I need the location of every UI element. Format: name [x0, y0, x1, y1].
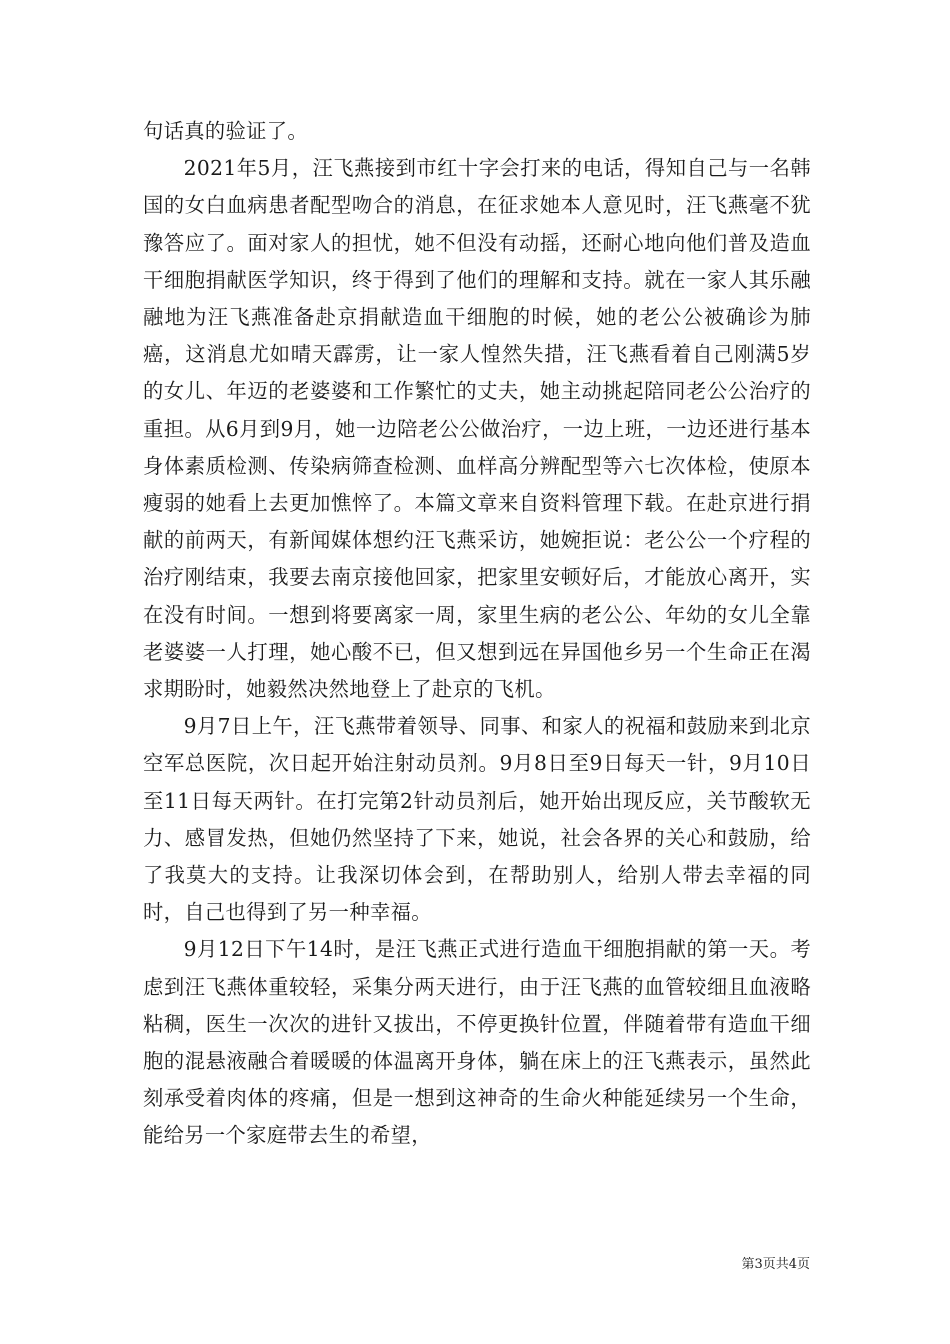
paragraph-continuation: 句话真的验证了。	[143, 119, 309, 143]
document-body	[143, 113, 811, 1155]
paragraph-sept-7: 9月7日上午，汪飞燕带着领导、同事、和家人的祝福和鼓励来到北京空军总医院，次日起开始注射动员剂。9月8日至9日每天一针，9月10日至11日每天两针。在打完第2针动员剂后，她开始出现反应，关节酸软无力、感冒发热，但她仍然坚持了下来，她说，社会各界的关心和鼓励，给了我莫大的支持。让我深切体会到，在帮助别人，给别人带去幸福的同时，自己也得到了另一种幸福。	[143, 714, 811, 925]
paragraph-may-2021: 2021年5月，汪飞燕接到市红十字会打来的电话，得知自己与一名韩国的女白血病患者配型吻合的消息，在征求她本人意见时，汪飞燕毫不犹豫答应了。面对家人的担忧，她不但没有动摇，还耐心地向他们普及造血干细胞捐献医学知识，终于得到了他们的理解和支持。就在一家人其乐融融地为汪飞燕准备赴京捐献造血干细胞的时候，她的老公公被确诊为肺癌，这消息尤如晴天霹雳，让一家人惶然失措，汪飞燕看着自己刚满5岁的女儿、年迈的老婆婆和工作繁忙的丈夫，她主动挑起陪同老公公治疗的重担。从6月到9月，她一边陪老公公做治疗，一边上班，一边还进行基本身体素质检测、传染病筛查检测、血样高分辨配型等六七次体检，使原本瘦弱的她看上去更加憔悴了。本篇文章来自资料管理下载。在赴京进行捐献的前两天，有新闻媒体想约汪飞燕采访，她婉拒说：老公公一个疗程的治疗刚结束，我要去南京接他回家，把家里安顿好后，才能放心离开，实在没有时间。一想到将要离家一周，家里生病的老公公、年幼的女儿全靠老婆婆一人打理，她心酸不已，但又想到远在异国他乡另一个生命正在渴求期盼时，她毅然决然地登上了赴京的飞机。	[143, 156, 811, 702]
paragraph-sept-12: 9月12日下午14时，是汪飞燕正式进行造血干细胞捐献的第一天。考虑到汪飞燕体重较轻，采集分两天进行，由于汪飞燕的血管较细且血液略粘稠，医生一次次的进针又拔出，不停更换针位置，伴随着带有造血干细胞的混悬液融合着暖暖的体温离开身体，躺在床上的汪飞燕表示，虽然此刻承受着肉体的疼痛，但是一想到这神奇的生命火种能延续另一个生命，能给另一个家庭带去生的希望，	[143, 937, 811, 1148]
page-number: 第3页共4页	[741, 1257, 810, 1272]
